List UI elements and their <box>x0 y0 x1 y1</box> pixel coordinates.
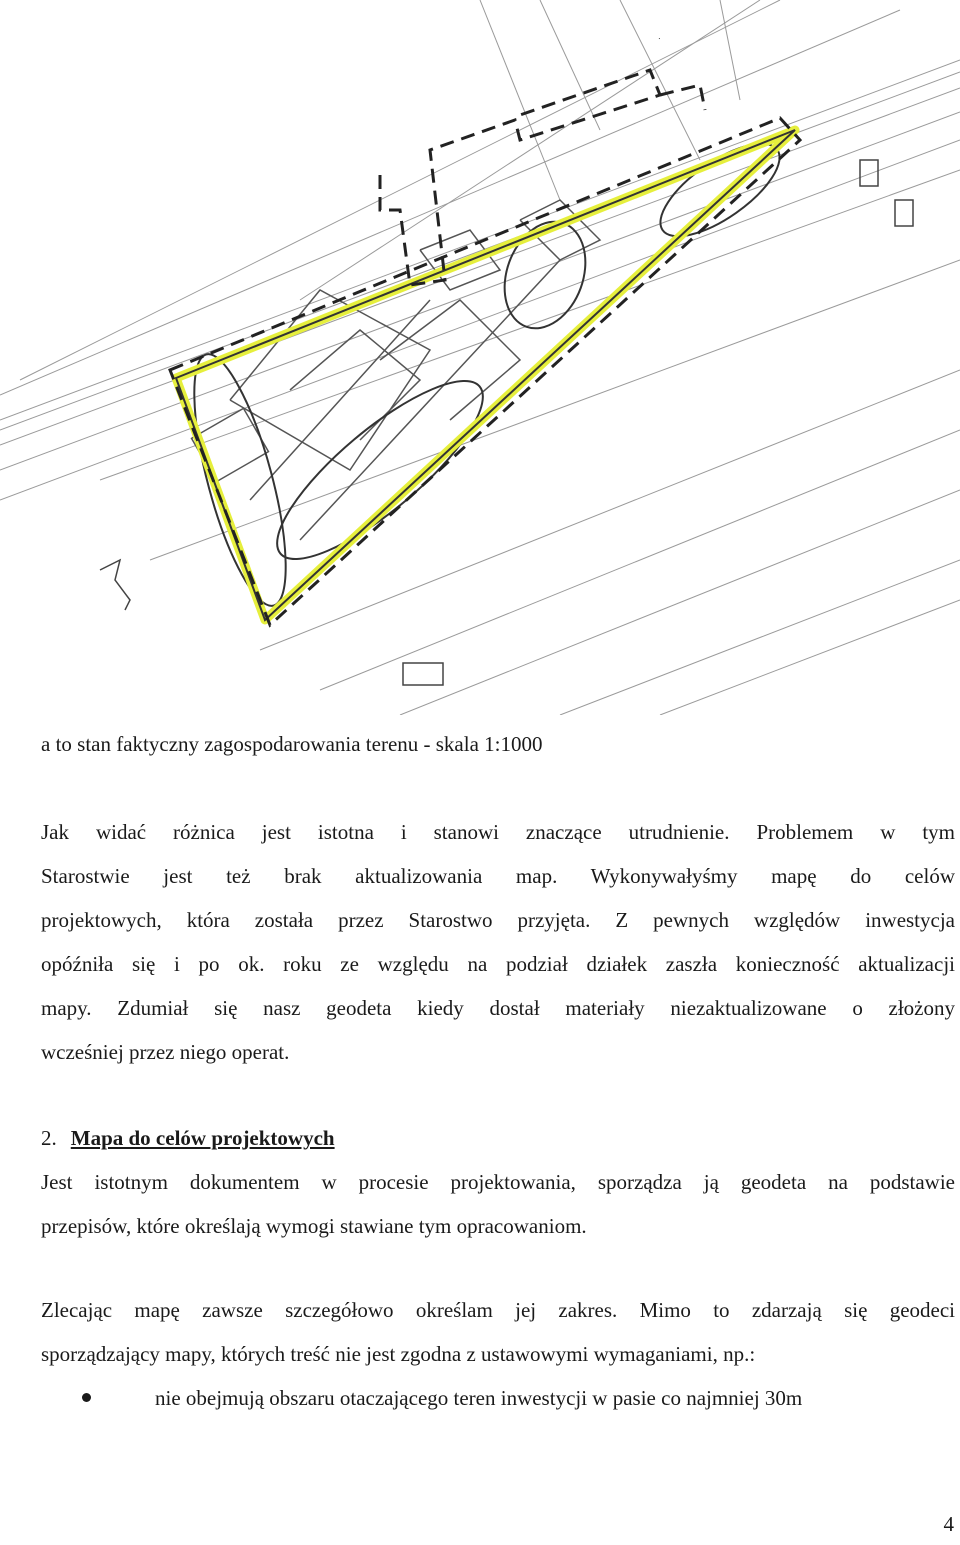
map-caption: a to stan faktyczny zagospodarowania terenu - skala 1:1000 <box>41 732 543 756</box>
paragraph-line: mapy. Zdumiał się nasz geodeta kiedy dostał materiały niezaktualizowane o złożony <box>41 996 955 1020</box>
page-number: 4 <box>943 1512 954 1536</box>
paragraph-line: wcześniej przez niego operat. <box>41 1040 290 1064</box>
paragraph-3 <box>41 1288 955 1376</box>
paragraph-line: przepisów, które określają wymogi stawiane tym opracowaniom. <box>41 1214 587 1238</box>
section-heading <box>41 1116 955 1160</box>
site-plan-map-icon <box>0 0 960 715</box>
svg-text:.: . <box>653 37 663 40</box>
paragraph-line: Jest istotnym dokumentem w procesie projektowania, sporządza ją geodeta na podstawie <box>41 1170 955 1194</box>
paragraph-line: Jak widać różnica jest istotna i stanowi znaczące utrudnienie. Problemem w tym <box>41 820 955 844</box>
paragraph-2 <box>41 1160 955 1248</box>
site-plan-map-figure <box>0 0 960 715</box>
bullet-icon <box>82 1393 91 1402</box>
paragraph-line: Starostwie jest też brak aktualizowania map. Wykonywałyśmy mapę do celów <box>41 864 955 888</box>
paragraph-line: Zlecając mapę zawsze szczegółowo określam jej zakres. Mimo to zdarzają się geodeci <box>41 1298 955 1322</box>
bullet-text: nie obejmują obszaru otaczającego teren inwestycji w pasie co najmniej 30m <box>155 1386 803 1410</box>
section-title: Mapa do celów projektowych <box>70 1126 335 1150</box>
paragraph-line: projektowych, która została przez Starostwo przyjęta. Z pewnych względów inwestycja <box>41 908 955 932</box>
section-number: 2. <box>41 1126 57 1150</box>
paragraph-line: sporządzający mapy, których treść nie jest zgodna z ustawowymi wymaganiami, np.: <box>41 1342 756 1366</box>
paragraph-1 <box>41 810 955 1074</box>
paragraph-line: opóźniła się i po ok. roku ze względu na podział działek zaszła konieczność aktualizacji <box>41 952 955 976</box>
